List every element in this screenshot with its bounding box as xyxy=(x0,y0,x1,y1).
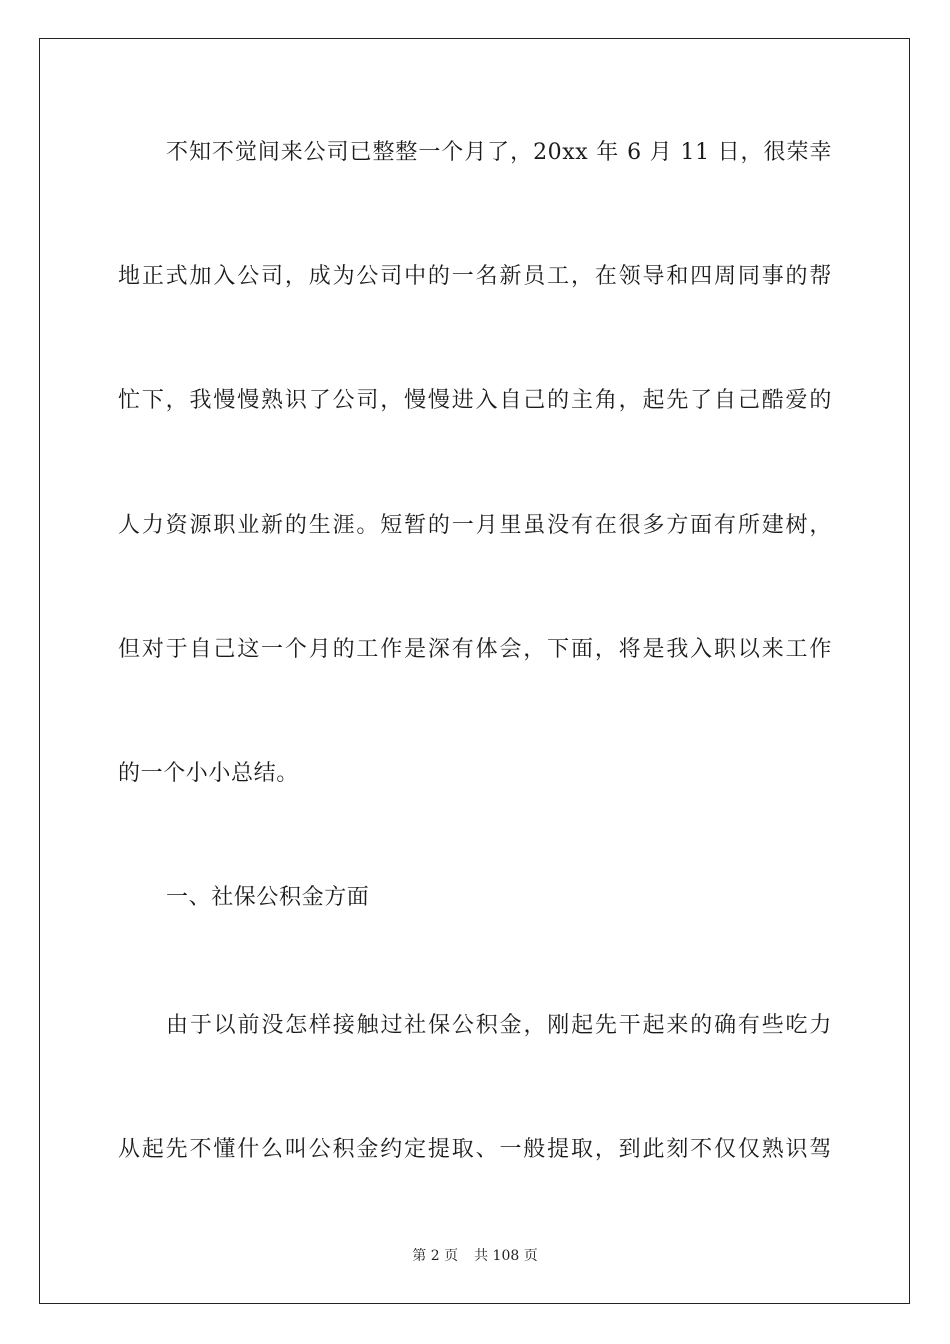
page-frame xyxy=(39,38,910,1304)
section-heading: 一、社保公积金方面 xyxy=(166,885,370,910)
paragraph-line-2: 地正式加入公司，成为公司中的一名新员工，在领导和四周同事的帮 xyxy=(118,264,832,289)
paragraph-line-4: 人力资源职业新的生涯。短暂的一月里虽没有在很多方面有所建树， xyxy=(118,513,832,538)
paragraph-line-1: 不知不觉间来公司已整整一个月了，20xx 年 6 月 11 日，很荣幸 xyxy=(166,140,832,165)
paragraph-line-7: 由于以前没怎样接触过社保公积金，刚起先干起来的确有些吃力 xyxy=(166,1013,832,1038)
paragraph-line-8: 从起先不懂什么叫公积金约定提取、一般提取，到此刻不仅仅熟识驾 xyxy=(118,1137,832,1162)
page-footer xyxy=(0,1247,950,1265)
paragraph-line-6: 的一个小小总结。 xyxy=(118,761,299,786)
paragraph-line-3: 忙下，我慢慢熟识了公司，慢慢进入自己的主角，起先了自己酷爱的 xyxy=(118,388,832,413)
paragraph-line-5: 但对于自己这一个月的工作是深有体会，下面，将是我入职以来工作 xyxy=(118,637,832,662)
page-total: 共 108 页 xyxy=(474,1248,538,1264)
page-number: 第 2 页 xyxy=(412,1248,459,1264)
